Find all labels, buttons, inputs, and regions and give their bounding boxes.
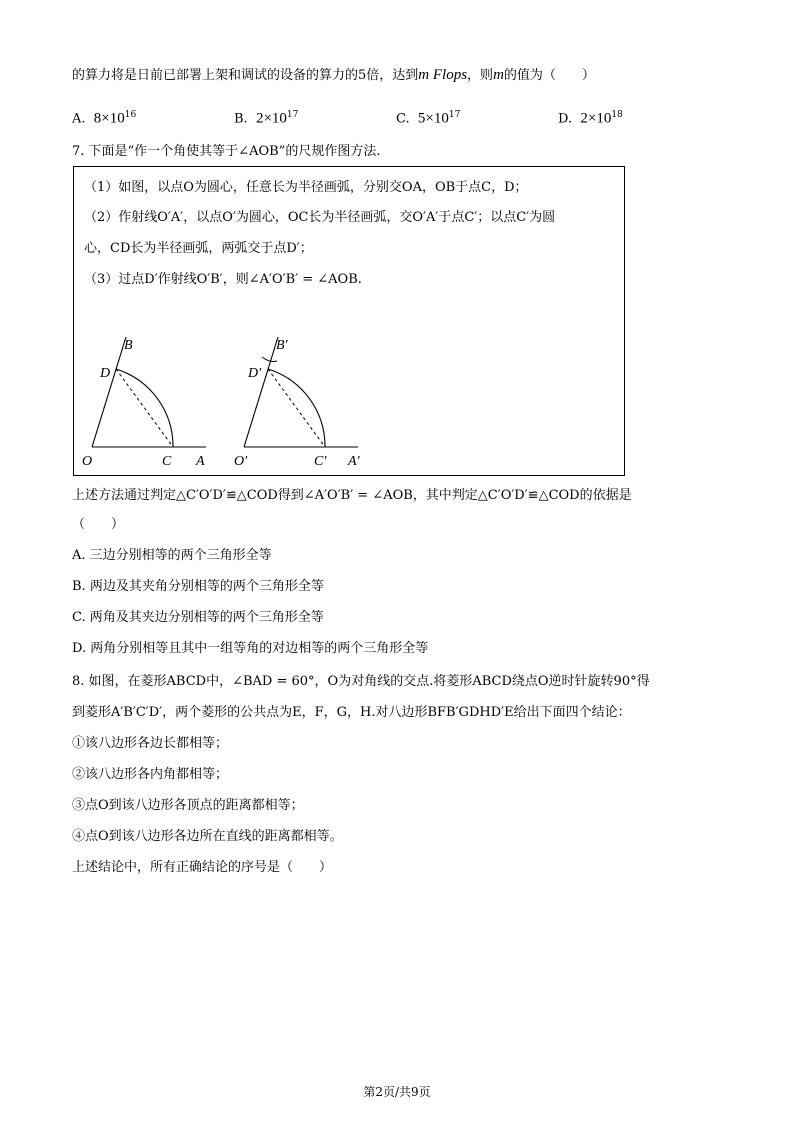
q7-step-1: （1）如图，以点O为圆心，任意长为半径画弧，分别交OA，OB于点C，D； bbox=[84, 180, 528, 195]
q6-option-a[interactable]: A. $8\times 10^{16}$ bbox=[72, 110, 137, 127]
label-a: A bbox=[196, 454, 205, 469]
page-number: 第2页/共9页 bbox=[363, 1085, 431, 1099]
label-d-prime: D′ bbox=[248, 366, 262, 381]
q7-step-2: （2）作射线O′A′，以点O′为圆心，OC长为半径画弧，交O′A′于点C′；以点C′为圆 bbox=[84, 210, 556, 225]
label-o-prime: O′ bbox=[234, 454, 248, 469]
q7-step-2-cont: 心，CD长为半径画弧，两弧交于点D′； bbox=[84, 241, 313, 256]
label-b: B bbox=[124, 338, 133, 353]
q6-continuation bbox=[72, 66, 595, 85]
q7-step-3: （3）过点D′作射线O′B′，则∠A′O′B′ = ∠AOB. bbox=[84, 272, 362, 287]
figure-right bbox=[234, 337, 361, 469]
segment-cd bbox=[116, 369, 173, 447]
segment-c-prime-d-prime bbox=[268, 369, 325, 447]
q6-text-c: 的值为（ ） bbox=[503, 68, 595, 83]
q8-claim-2: ②该八边形各内角都相等； bbox=[72, 767, 229, 782]
q6-math-m: m bbox=[418, 67, 430, 83]
q7-answer-paren: （ ） bbox=[72, 517, 125, 532]
q7-question: 上述方法通过判定△C′O′D′≌△COD得到∠A′O′B′ = ∠AOB，其中判定△C′O′D′≌△COD的依据是 bbox=[72, 488, 632, 503]
q7-choice-b[interactable]: B. 两边及其夹角分别相等的两个三角形全等 bbox=[72, 579, 324, 594]
q8-stem-2: 到菱形A′B′C′D′，两个菱形的公共点为E，F，G，H.对八边形BFB′GDHD′E给出下面四个结论： bbox=[72, 705, 631, 720]
q8-question: 上述结论中，所有正确结论的序号是（ ） bbox=[72, 860, 333, 875]
q7-construction-figure bbox=[74, 317, 624, 477]
label-d: D bbox=[100, 366, 111, 381]
label-o: O bbox=[82, 454, 93, 469]
q8-claim-1: ①该八边形各边长都相等； bbox=[72, 736, 229, 751]
figure-left bbox=[82, 337, 206, 469]
label-a-prime: A′ bbox=[348, 454, 360, 469]
label-c-prime: C′ bbox=[314, 454, 327, 469]
ray-o-prime-b-prime bbox=[244, 337, 278, 447]
ray-ob bbox=[92, 337, 126, 447]
label-b-prime: B′ bbox=[276, 338, 288, 353]
q6-option-b[interactable]: B. $2\times 10^{17}$ bbox=[234, 110, 299, 127]
q8-stem-1: 8. 如图，在菱形ABCD中，∠BAD = 60°，O为对角线的交点.将菱形ABCD绕点O逆时针旋转90°得 bbox=[72, 674, 650, 689]
q7-choice-d[interactable]: D. 两角分别相等且其中一组等角的对边相等的两个三角形全等 bbox=[72, 641, 429, 656]
q8-claim-3: ③点O到该八边形各顶点的距离都相等； bbox=[72, 798, 304, 813]
q6-text-b: ，则 bbox=[467, 68, 494, 83]
q6-math-m-2: m bbox=[493, 67, 504, 83]
q6-text-a: 的算力将是日前已部署上架和调试的设备的算力的5倍，达到 bbox=[72, 68, 419, 83]
q6-option-d[interactable]: D. $2\times 10^{18}$ bbox=[558, 110, 623, 127]
q7-method-box bbox=[73, 166, 625, 476]
q7-choice-c[interactable]: C. 两角及其夹边分别相等的两个三角形全等 bbox=[72, 610, 324, 625]
arc-intersect-mark bbox=[262, 357, 277, 362]
label-c: C bbox=[162, 454, 172, 469]
q7-choice-a[interactable]: A. 三边分别相等的两个三角形全等 bbox=[72, 548, 272, 563]
q8-claim-4: ④点O到该八边形各边所在直线的距离都相等。 bbox=[72, 829, 343, 844]
q6-math-flops: Flops bbox=[429, 67, 468, 83]
q7-stem: 7. 下面是“作一个角使其等于∠AOB”的尺规作图方法. bbox=[72, 144, 381, 159]
q6-option-c[interactable]: C. $5\times 10^{17}$ bbox=[396, 110, 461, 127]
